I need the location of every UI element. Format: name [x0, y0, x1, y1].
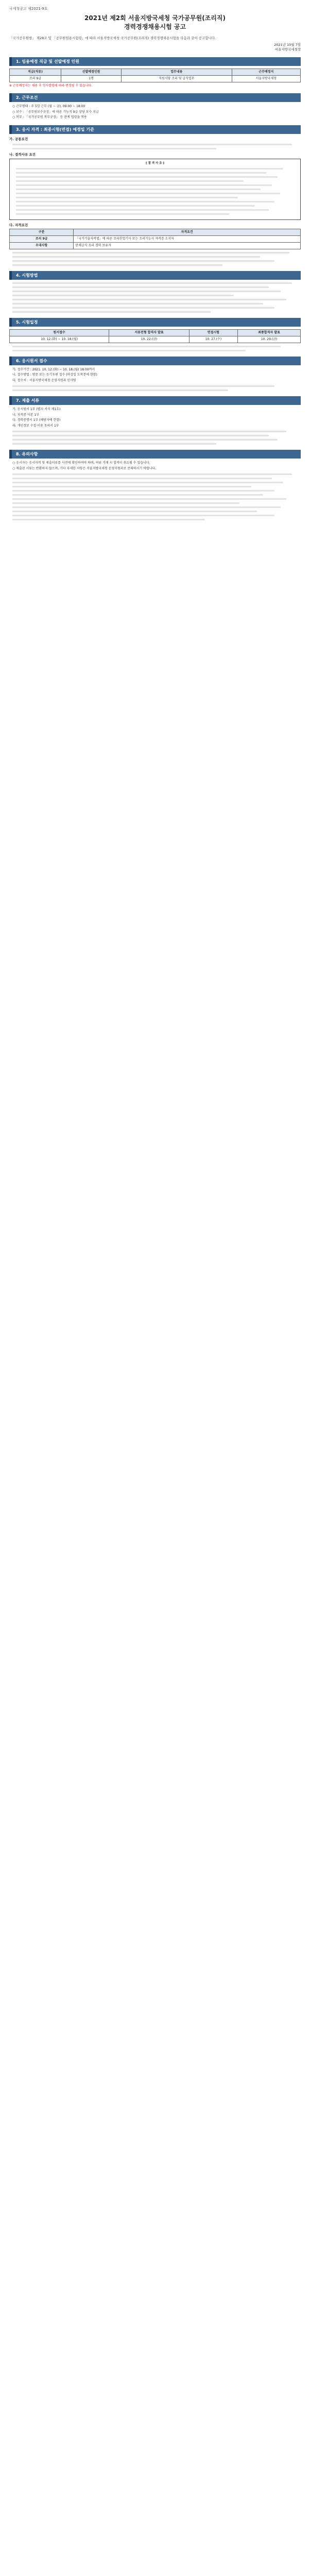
text-line — [12, 144, 292, 145]
table-header: 선발예정인원 — [61, 69, 122, 76]
text-line — [12, 389, 228, 391]
table-cell: 10. 12.(화) ~ 10. 18.(월) — [10, 336, 109, 343]
table-cell: 조리 9급 — [10, 76, 61, 82]
table-header: 업무내용 — [122, 69, 232, 76]
text-line — [16, 176, 278, 178]
text-line — [12, 435, 269, 436]
list-item: 가. 접수기간 : 2021. 10. 12.(화) ~ 10. 18.(월) 18:00까지 — [12, 367, 95, 371]
text-line — [16, 213, 229, 215]
table-cell: 10. 22.(금) — [109, 336, 189, 343]
text-line — [12, 431, 286, 432]
table-cell: 우대사항 — [10, 242, 74, 249]
text-line — [16, 197, 238, 198]
text-line — [12, 506, 281, 508]
text-line — [16, 205, 255, 207]
text-line — [12, 515, 274, 516]
text-line — [16, 172, 266, 174]
section-6-header: 6. 응시원서 접수 — [9, 357, 301, 365]
section-2-header: 2. 근무조건 — [9, 93, 301, 102]
text-line — [12, 252, 289, 253]
text-line — [12, 346, 281, 347]
table-cell: 「국가기술자격법」에 따른 조리산업기사 또는 조리기능사 자격증 소지자 — [74, 235, 301, 242]
page-title: 2021년 제2회 서울지방국세청 국가공무원(조리직) — [84, 14, 226, 22]
table-cell: 조리 9급 — [10, 235, 74, 242]
section-7-header: 7. 제출 서류 — [9, 396, 301, 405]
text-line — [12, 307, 274, 309]
text-line — [12, 295, 234, 296]
text-line — [12, 498, 286, 500]
table-cell: 1명 — [61, 76, 122, 82]
table-header: 서류전형 합격자 발표 — [109, 329, 189, 336]
text-line — [16, 180, 244, 182]
text-line — [16, 189, 261, 190]
table-cell: 직원식당 조리 및 급식업무 — [122, 76, 232, 82]
text-line — [12, 439, 278, 440]
list-item: 라. 개인정보 수집·이용 동의서 1부 — [12, 423, 59, 428]
table-cell: 단체급식 조리 경력 보유자 — [74, 242, 301, 249]
requirements-table — [9, 229, 301, 249]
text-line — [12, 473, 292, 475]
text-line — [12, 264, 222, 266]
list-item: 다. 접수처 : 서울지방국세청 운영지원과 인사팀 — [12, 378, 76, 382]
text-line — [12, 256, 260, 258]
table-header: 원서접수 — [10, 329, 109, 336]
table-header: 근무예정지 — [232, 69, 300, 76]
text-line — [12, 490, 274, 492]
text-line — [12, 350, 246, 351]
text-line — [16, 193, 280, 194]
table-cell: 서울지방국세청 — [232, 76, 300, 82]
text-line — [12, 260, 274, 262]
text-line — [12, 482, 283, 483]
schedule-table — [9, 329, 301, 343]
list-item: ○ 근무형태 : 주 5일 근무 (월 ~ 금), 09:00 ~ 18:00 — [12, 105, 85, 108]
list-item: 나. 자격증 사본 1부 — [12, 413, 40, 417]
list-item: 가. 응시원서 1부 (별지 서식 제1호) — [12, 408, 61, 411]
text-line — [16, 201, 274, 202]
table-row — [10, 235, 301, 242]
list-item: ○ 보수 : 「공무원보수규정」에 따른 기능직 9급 상당 보수 지급 — [12, 110, 99, 114]
text-line — [12, 299, 286, 300]
table-header: 최종합격자 발표 — [238, 329, 301, 336]
subsection-title: 가. 공통요건 — [9, 137, 28, 141]
text-line — [12, 311, 211, 313]
text-line — [12, 282, 292, 284]
text-line — [16, 184, 272, 186]
section-8-header: 8. 유의사항 — [9, 450, 301, 459]
text-line — [12, 148, 216, 149]
text-line — [12, 519, 205, 520]
text-line — [12, 486, 251, 487]
table-header: 자격요건 — [74, 229, 301, 235]
text-line — [12, 286, 269, 288]
disqualification-box — [9, 159, 301, 220]
text-line — [16, 209, 269, 211]
text-line — [12, 291, 281, 292]
table-row — [10, 336, 301, 343]
notice-number: 국세청공고 제2021-9호 — [9, 7, 48, 11]
section-4-header: 4. 시험방법 — [9, 271, 301, 280]
table-row — [10, 242, 301, 249]
notice-date: 2021년 10월 7일 — [274, 43, 301, 47]
list-item: ○ 응시자는 응시자격 및 제출서류를 사전에 확인하여야 하며, 허위 기재 시 합격이 취소될 수 있습니다. — [12, 461, 150, 465]
table-header: 면접시험 — [189, 329, 237, 336]
text-line — [12, 303, 263, 304]
table-header: 직급(직류) — [10, 69, 61, 76]
intro-text: 「국가공무원법」 제28조 및 「공무원임용시험령」에 따라 서울지방국세청 국가공무원(조리직) 경력경쟁채용시험을 다음과 같이 공고합니다. — [9, 36, 216, 40]
section-1-header: 1. 임용예정 직급 및 선발예정 인원 — [9, 57, 301, 66]
section-1-note: ※ 근무예정지는 채용 후 인사발령에 따라 변경될 수 있습니다. — [9, 84, 93, 88]
box-title: [ 결 격 사 유 ] — [146, 161, 164, 165]
text-line — [12, 443, 216, 445]
text-line — [12, 494, 263, 496]
date-issuer — [9, 43, 301, 52]
list-item: 다. 경력증명서 1부 (해당자에 한함) — [12, 418, 61, 422]
table-row — [10, 76, 301, 82]
subsection-title: 다. 자격요건 — [9, 223, 28, 227]
text-line — [12, 478, 272, 479]
text-line — [16, 168, 283, 170]
page-subtitle: 경력경쟁채용시험 공고 — [124, 23, 186, 30]
list-item: ○ 제출된 서류는 반환하지 않으며, 기타 자세한 사항은 서울지방국세청 운영지원과로 문의하시기 바랍니다. — [12, 466, 157, 470]
text-line — [12, 502, 239, 504]
text-line — [12, 511, 257, 512]
table-cell: 10. 27.(수) — [189, 336, 237, 343]
table-header: 구분 — [10, 229, 74, 235]
section-5-header: 5. 시험일정 — [9, 318, 301, 327]
subsection-title: 나. 결격사유 요건 — [9, 152, 36, 157]
positions-table — [9, 69, 301, 82]
section-3-header: 3. 응시 자격 : 최종시험(면접) 예정일 기준 — [9, 125, 301, 134]
text-line — [12, 385, 274, 387]
list-item: 나. 접수방법 : 방문 또는 등기우편 접수 (마감일 도착분에 한함) — [12, 373, 97, 377]
notice-issuer: 서울지방국세청장 — [274, 47, 301, 52]
table-cell: 10. 29.(금) — [238, 336, 301, 343]
list-item: ○ 복무 : 「국가공무원 복무규정」 등 관계 법령을 적용 — [12, 115, 87, 119]
